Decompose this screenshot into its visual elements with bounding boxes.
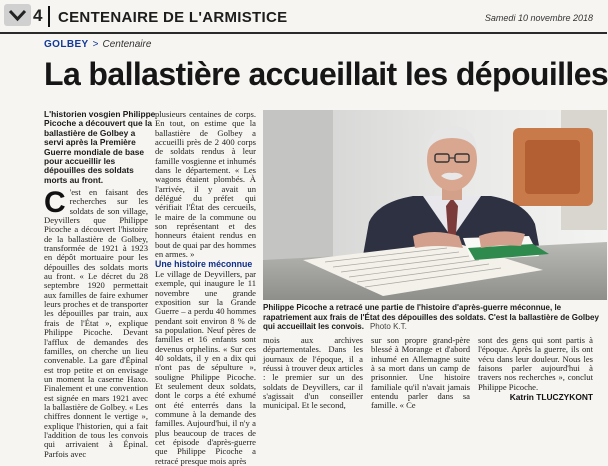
author-signature: Katrin TLUCZYKONT	[509, 392, 593, 403]
column-2-body: Le village de Deyvillers, par exemple, qui inaugure le 11 novembre une grande exposition sur la Grande Guerre – a perdu 40 hommes pendant soit environ 8 % de sa population. Neuf pères de familles et 16 enfants sont devenus orphelins. « Sur ces 40 soldats, il y en a dix qui n'ont pas de sépulture », souligne Philippe Picoche. Et seulement deux soldats, dont le corps a été exhumé ont été enterrés dans la commune à la demande des familles. Aujourd'hui, il n'y a plus beaucoup de traces de cet épisode d'après-guerre que Philippe Picoche a retracé presque mois après	[155, 268, 256, 466]
subheading: Une histoire méconnue	[155, 258, 253, 269]
article-column-5	[478, 335, 593, 403]
article-photo	[263, 110, 607, 300]
header-divider	[48, 6, 50, 27]
photo-credit: Photo K.T.	[369, 322, 407, 332]
photo-caption	[263, 303, 599, 332]
column-1-text: 'est en faisant des recherches sur les soldats de son village, Deyvillers que Philippe Picoche a découvert l'histoire de la ballastière de Golbey, transformée de 1921 à 1923 en dépôt mortuaire pour les dépouilles des soldats morts au front. « Le décret du 28 septembre 1920 permettait aux familles de faire exhumer leurs proches et de transporter les dépouilles par train, aux frais de l'État », explique Philippe Picoche. Devant l'afflux de demandes des familles, on cherche un lieu convenable. La gare d'Épinal est trop petite et on envisage un moment la caserne Haxo. Finalement et une convention est signée en mars 1921 avec la ballastière de Golbey. « Les chiffres donnent le vertige », explique l'historien, qui a fait l'addition de tous les convois qui arrivaient à Épinal. Parfois avec	[44, 187, 148, 459]
header-rule	[0, 32, 607, 34]
caption-text: Philippe Picoche a retracé une partie de l'histoire d'après-guerre méconnue, le rapatriement aux frais de l'État des dépouilles des soldats. C'est la ballastière de Golbey qui accueillait les convois.	[263, 303, 599, 332]
kicker	[44, 39, 151, 50]
article-column-2	[155, 109, 256, 466]
headline: La ballastière accueillait les dépouilles	[44, 56, 608, 92]
page-header	[0, 0, 607, 34]
collapse-button[interactable]	[4, 4, 31, 26]
column-5-text: sont des gens qui sont partis à l'époque. Après la guerre, ils ont vécu dans leur douleur. Nous les faisons parler aujourd'hui à travers nos recherches », conclut Philippe Picoche.	[478, 335, 593, 392]
column-2-intro: plusieurs centaines de corps. En tout, on estime que la ballastière de Golbey a accueilli près de 2 400 corps de soldats rendus à leur famille vosgienne et inhumés dans le département. « Les wagons étaient plombés. À l'arrivée, il y avait un délégué du préfet qui vérifiait l'État des cercueils, le maire de la commune ou son représentant et des honneurs étaient rendus en bout de quai par des hommes en armes. »	[155, 109, 256, 260]
photo-illustration	[263, 110, 607, 300]
issue-date: Samedi 10 novembre 2018	[484, 13, 593, 23]
drop-cap: C	[44, 186, 66, 219]
kicker-separator: >	[92, 39, 99, 50]
section-title: CENTENAIRE DE L'ARMISTICE	[58, 9, 288, 26]
article-column-4: sur son propre grand-père blessé à Morange et d'abord inhumé en Allemagne suite à sa mort dans un camp de prisonnier. Une histoire familiale qu'il n'avait jamais entendu parler dans sa famille. « Ce	[371, 335, 470, 411]
article-column-3: mois aux archives départementales. Dans les journaux de l'époque, il a réussi à trouver deux articles : le premier sur un des soldats de Deyvillers, car il s'agissait d'un conseiller municipal. Et le second,	[263, 335, 363, 411]
article-column-1	[44, 186, 148, 459]
standfirst: L'historien vosgien Philippe Picoche a découvert que la ballastière de Golbey a servi après la Première Guerre mondiale de base pour accueillir les dépouilles des soldats morts au front.	[44, 109, 156, 185]
kicker-location: GOLBEY	[44, 39, 89, 50]
chevron-down-icon	[8, 7, 27, 23]
page-number: 4	[33, 6, 43, 25]
kicker-topic: Centenaire	[102, 39, 152, 50]
